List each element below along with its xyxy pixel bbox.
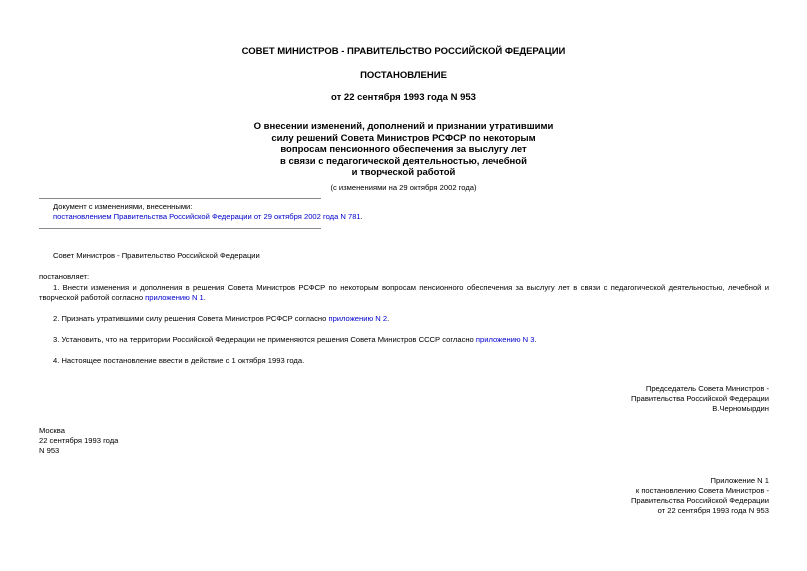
appendix-line: Правительства Российской Федерации <box>630 496 769 505</box>
signature-name: В.Черномырдин <box>712 404 769 413</box>
title-line: в связи с педагогической деятельностью, лечебной <box>280 155 527 167</box>
changes-reference <box>53 212 363 222</box>
appendix-1-link[interactable]: приложению N 1 <box>145 293 204 302</box>
appendix-3-link[interactable]: приложению N 3 <box>475 335 535 344</box>
appendix-line: от 22 сентября 1993 года N 953 <box>657 506 769 515</box>
document-title <box>250 121 557 179</box>
divider-top <box>39 198 321 199</box>
item-4: 4. Настоящее постановление ввести в действие с 1 октября 1993 года. <box>53 356 305 365</box>
amendment-note: (с изменениями на 29 октября 2002 года) <box>330 183 477 192</box>
item-3-text: 3. Установить, что на территории Российской Федерации не применяются решения Совета Министров СССР согласно <box>53 335 476 344</box>
changes-suffix: . <box>360 212 363 221</box>
appendix-header <box>631 476 769 516</box>
signature-line: Председатель Совета Министров - <box>645 384 769 393</box>
divider-bottom <box>39 228 321 229</box>
item-1-end: . <box>203 293 206 302</box>
issue-date: 22 сентября 1993 года <box>39 436 119 445</box>
appendix-2-link[interactable]: приложению N 2 <box>328 314 388 323</box>
title-line: силу решений Совета Министров РСФСР по некоторым <box>271 132 536 144</box>
item-2-text: 2. Признать утратившими силу решения Совета Министров РСФСР согласно <box>53 314 329 323</box>
resolves-text: постановляет: <box>39 272 90 281</box>
appendix-line: Приложение N 1 <box>710 476 769 485</box>
signature-block <box>631 384 769 414</box>
signature-line: Правительства Российской Федерации <box>630 394 769 403</box>
changes-label: Документ с изменениями, внесенными: <box>53 202 193 211</box>
city: Москва <box>39 426 65 435</box>
title-line: вопросам пенсионного обеспечения за выслугу лет <box>280 144 527 155</box>
item-2 <box>53 314 389 324</box>
issue-number: N 953 <box>39 446 60 455</box>
amendment-link[interactable]: постановлением Правительства Российской Федерации от 29 октября 2002 года N 781 <box>53 212 361 221</box>
title-line: и творческой работой <box>351 167 456 178</box>
appendix-line: к постановлению Совета Министров - <box>635 486 769 495</box>
title-line: О внесении изменений, дополнений и признании утратившими <box>253 121 554 132</box>
item-1-text: 1. Внести изменения и дополнения в решения Совета Министров РСФСР по некоторым вопросам пенсионного обеспечения за выслугу лет в связи с педагогической деятельностью, лечебной и творческой работой согласно <box>39 283 769 302</box>
place-date-block <box>39 426 118 456</box>
item-3 <box>53 335 537 345</box>
issuer-text: Совет Министров - Правительство Российской Федерации <box>53 251 260 260</box>
item-3-end: . <box>534 335 537 344</box>
item-2-end: . <box>387 314 390 323</box>
item-1 <box>39 283 769 303</box>
doc-type-heading: ПОСТАНОВЛЕНИЕ <box>360 70 447 81</box>
org-heading: СОВЕТ МИНИСТРОВ - ПРАВИТЕЛЬСТВО РОССИЙСКОЙ ФЕДЕРАЦИИ <box>241 46 566 57</box>
doc-date-heading: от 22 сентября 1993 года N 953 <box>331 92 476 103</box>
